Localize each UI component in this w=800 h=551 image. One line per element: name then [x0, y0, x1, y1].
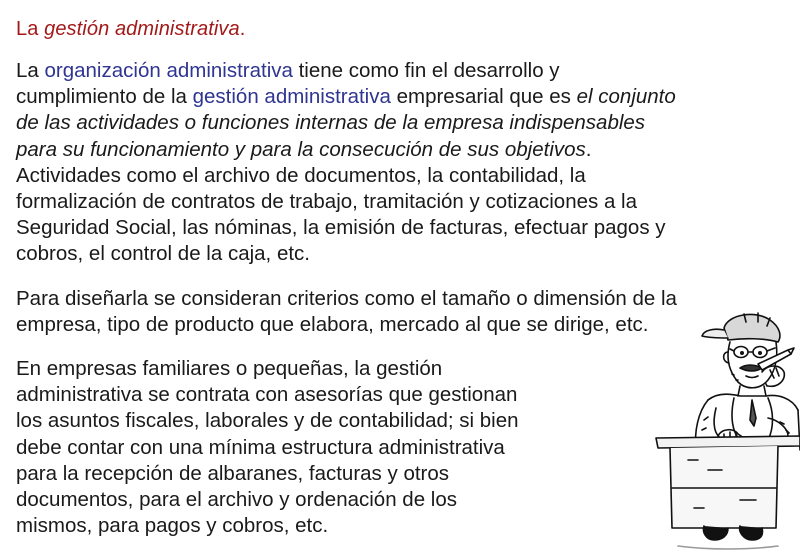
text-line: empresa, tipo de producto que elabora, mercado al que se dirige, etc. [16, 313, 649, 337]
text-line: En empresas familiares o pequeñas, la gestión [16, 357, 443, 380]
paragraph-criteria [16, 286, 756, 338]
italic-run: de las actividades o funciones internas de la empresa indispensables [16, 111, 646, 135]
text-line: Para diseñarla se consideran criterios como el tamaño o dimensión de la [16, 287, 677, 310]
paragraph-small-business [16, 356, 576, 539]
title-italic: gestión administrativa [44, 18, 240, 40]
highlight-term: gestión administrativa [192, 85, 391, 109]
text-line: para la recepción de albaranes, facturas y otros [16, 461, 450, 485]
text-run: tiene como fin el desarrollo y [292, 59, 560, 82]
text-line: mismos, para pagos y cobros, etc. [16, 514, 329, 538]
text-line: los asuntos fiscales, laborales y de contabilidad; si bien [16, 409, 519, 433]
text-line: Actividades como el archivo de documentos, la contabilidad, la [16, 163, 586, 187]
title-prefix: La [16, 18, 45, 40]
text-line: documentos, para el archivo y ordenación de los [16, 488, 458, 512]
text-run: empresarial que es [390, 85, 577, 109]
text-line [16, 84, 776, 110]
text-line: Seguridad Social, las nóminas, la emisión de facturas, efectuar pagos y [16, 216, 666, 240]
paragraph-definition [16, 58, 776, 268]
text-line [16, 137, 776, 163]
slide-title [16, 18, 245, 41]
text-line: debe contar con una mínima estructura administrativa [16, 435, 505, 459]
text-line [16, 58, 776, 84]
text-line [16, 110, 776, 136]
italic-run: el conjunto [576, 85, 676, 109]
text-line: administrativa se contrata con asesorías que gestionan [16, 383, 518, 407]
italic-run: para su funcionamiento y para la consecución de sus objetivos [16, 137, 586, 161]
text-run: La [16, 59, 45, 82]
text-run: cumplimiento de la [16, 85, 193, 109]
text-run: . [585, 137, 592, 161]
highlight-term: organización administrativa [44, 59, 293, 82]
office-worker-cartoon-icon [648, 300, 800, 551]
text-line: formalización de contratos de trabajo, tramitación y cotizaciones a la [16, 190, 638, 214]
text-line: cobros, el control de la caja, etc. [16, 242, 310, 266]
title-suffix: . [239, 18, 246, 40]
